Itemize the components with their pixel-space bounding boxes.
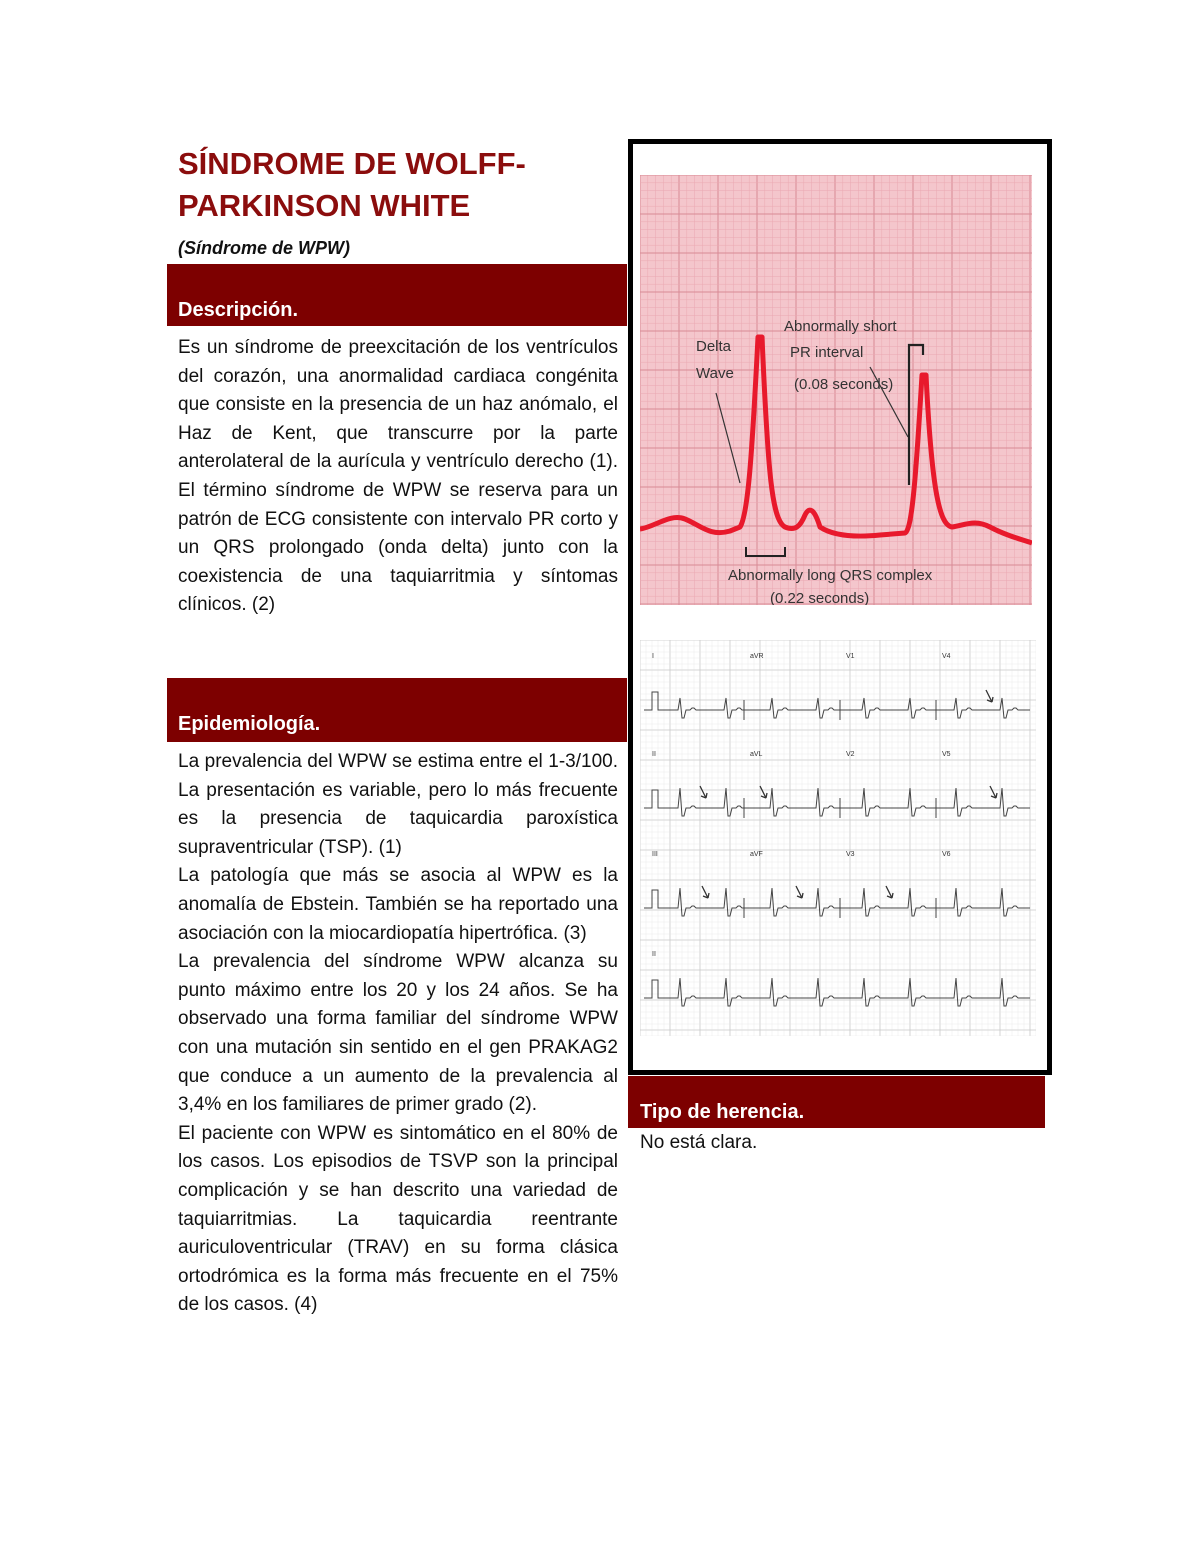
delta-wave-label-line1: Delta: [696, 338, 732, 355]
ecg-annotated-strip: [640, 175, 1032, 605]
pr-interval-label-line3: (0.08 seconds): [794, 376, 894, 393]
ecg-lead-label: V5: [942, 751, 951, 758]
descripcion-paragraph: Es un síndrome de preexcitación de los ventrículos del corazón, una anormalidad cardiaca congénita que consiste en la presencia de un haz anómalo, el Haz de Kent, que transcurre por la parte anterolateral de la aurícula y ventrículo derecho (1). El término síndrome de WPW se reserva para un patrón de ECG consistente con intervalo PR corto y un QRS prolongado (onda delta) junto con la coexistencia de una taquiarritmia y síntomas clínicos. (2): [178, 337, 618, 616]
ecg-figure-frame: [628, 139, 1052, 1075]
ecg-lead-label: aVF: [750, 851, 763, 858]
epidemiologia-body: [178, 748, 618, 1320]
qrs-label-line2: (0.22 seconds): [770, 590, 870, 605]
ecg-lead-label: V6: [942, 851, 951, 858]
delta-wave-label-line2: Wave: [696, 365, 734, 382]
ecg-lead-label: V1: [846, 653, 855, 660]
epidemiologia-paragraph-3: La prevalencia del síndrome WPW alcanza su punto máximo entre los 20 y los 24 años. Se ha observado una forma familiar del síndrome WPW con una mutación sin sentido en el gen PRAKAG2 que conduce a un aumento de la prevalencia al 3,4% en los familiares de primer grado (2).: [178, 951, 618, 1116]
ecg-lead-label: III: [652, 851, 658, 858]
epidemiologia-paragraph-1: La prevalencia del WPW se estima entre el 1-3/100. La presentación es variable, pero lo más frecuente es la presencia de taquicardia paroxística supraventricular (TSP). (1): [178, 751, 618, 858]
ecg-lead-label: V2: [846, 751, 855, 758]
ecg-lead-label: V4: [942, 653, 951, 660]
ecg-lead-label: II: [652, 751, 656, 758]
ecg-12-lead-tracing: [640, 640, 1036, 1036]
qrs-label-line1: Abnormally long QRS complex: [728, 567, 933, 584]
descripcion-heading: Descripción.: [178, 299, 299, 321]
epidemiologia-paragraph-4: El paciente con WPW es sintomático en el 80% de los casos. Los episodios de TSVP son la principal complicación y se han descrito una variedad de taquiarritmias. La taquicardia reentrante auriculoventricular (TRAV) en su forma clásica ortodrómica es la forma más frecuente en el 75% de los casos. (4): [178, 1122, 618, 1316]
ecg-lead-label: II: [652, 951, 656, 958]
descripcion-body: [178, 334, 618, 620]
ecg-lead-label: I: [652, 653, 654, 660]
epidemiologia-heading: Epidemiología.: [178, 713, 321, 735]
page-title: SÍNDROME DE WOLFF-PARKINSON WHITE: [178, 146, 526, 223]
pr-interval-label-line2: PR interval: [790, 344, 864, 361]
pr-interval-label-line1: Abnormally short: [784, 318, 897, 335]
ecg-lead-label: aVL: [750, 751, 763, 758]
epidemiologia-paragraph-2: La patología que más se asocia al WPW es la anomalía de Ebstein. También se ha reportado una asociación con la miocardiopatía hipertrófica. (3): [178, 865, 618, 944]
page-subtitle: (Síndrome de WPW): [178, 238, 350, 258]
herencia-heading: Tipo de herencia.: [640, 1101, 805, 1123]
ecg-lead-label: aVR: [750, 653, 764, 660]
ecg-lead-label: V3: [846, 851, 855, 858]
herencia-text: No está clara.: [640, 1132, 758, 1153]
